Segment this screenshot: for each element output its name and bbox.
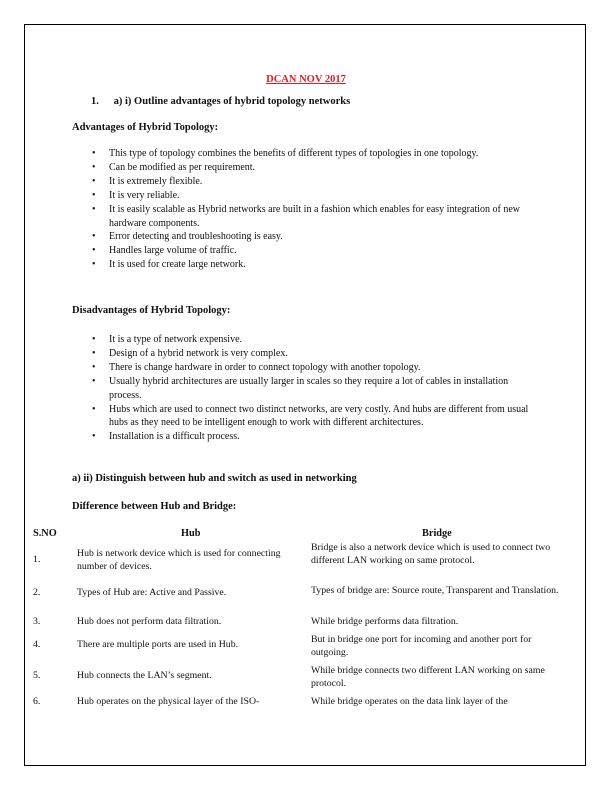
row-number: 4.: [33, 639, 41, 650]
question-number: 1.: [91, 96, 99, 107]
list-item: • Usually hybrid architectures are usually larger in scales so they require a lot of cables in installation process.: [92, 375, 542, 403]
list-item: • Installation is a difficult process.: [92, 430, 542, 444]
row-number: 2.: [33, 587, 41, 598]
advantages-list: [92, 147, 542, 272]
list-item: • It is used for create large network.: [92, 258, 542, 272]
hub-cell: Hub connects the LAN’s segment.: [77, 670, 212, 681]
bridge-cell: But in bridge one port for incoming and another port for outgoing.: [311, 634, 532, 658]
difference-heading: Difference between Hub and Bridge:: [72, 501, 237, 512]
disadvantages-heading: Disadvantages of Hybrid Topology:: [72, 305, 231, 316]
bridge-cell: While bridge connects two different LAN working on same protocol.: [311, 665, 545, 689]
hub-cell: There are multiple ports are used in Hub.: [77, 639, 239, 650]
question-text: a) i) Outline advantages of hybrid topology networks: [113, 96, 351, 107]
bridge-cell: While bridge performs data filtration.: [311, 616, 459, 627]
list-item: • Handles large volume of traffic.: [92, 244, 542, 258]
list-item: • It is easily scalable as Hybrid networks are built in a fashion which enables for easy integration of new hardware components.: [92, 203, 542, 231]
list-item: • This type of topology combines the benefits of different types of topologies in one topology.: [92, 147, 542, 161]
list-item: • There is change hardware in order to connect topology with another topology.: [92, 361, 542, 375]
row-number: 6.: [33, 696, 41, 707]
list-item: • It is very reliable.: [92, 189, 542, 203]
list-item: • Error detecting and troubleshooting is easy.: [92, 230, 542, 244]
column-header-sno: S.NO: [33, 528, 57, 539]
row-number: 3.: [33, 616, 41, 627]
question-heading: [91, 96, 350, 107]
hub-cell: Hub does not perform data filtration.: [77, 616, 222, 627]
disadvantages-list: [92, 333, 542, 444]
row-number: 5.: [33, 670, 41, 681]
bridge-cell: Types of bridge are: Source route, Transparent and Translation.: [311, 585, 559, 596]
list-item: • It is extremely flexible.: [92, 175, 542, 189]
column-header-bridge: Bridge: [422, 528, 452, 539]
hub-cell: Types of Hub are: Active and Passive.: [77, 587, 227, 598]
hub-cell: Hub operates on the physical layer of the ISO-: [77, 696, 260, 707]
bridge-cell: Bridge is also a network device which is used to connect two different LAN working on same protocol.: [311, 542, 551, 566]
question2-heading: a) ii) Distinguish between hub and switch as used in networking: [72, 473, 357, 484]
list-item: • It is a type of network expensive.: [92, 333, 542, 347]
list-item: • Hubs which are used to connect two distinct networks, are very costly. And hubs are different from usual hubs as they need to be intelligent enough to work with different architectures.: [92, 403, 542, 431]
column-header-hub: Hub: [181, 528, 201, 539]
list-item: • Design of a hybrid network is very complex.: [92, 347, 542, 361]
document-title: DCAN NOV 2017: [266, 74, 346, 85]
advantages-heading: Advantages of Hybrid Topology:: [72, 122, 219, 133]
hub-cell: Hub is network device which is used for connecting number of devices.: [77, 548, 281, 572]
row-number: 1.: [33, 554, 41, 565]
list-item: • Can be modified as per requirement.: [92, 161, 542, 175]
bridge-cell: While bridge operates on the data link layer of the: [311, 696, 508, 707]
